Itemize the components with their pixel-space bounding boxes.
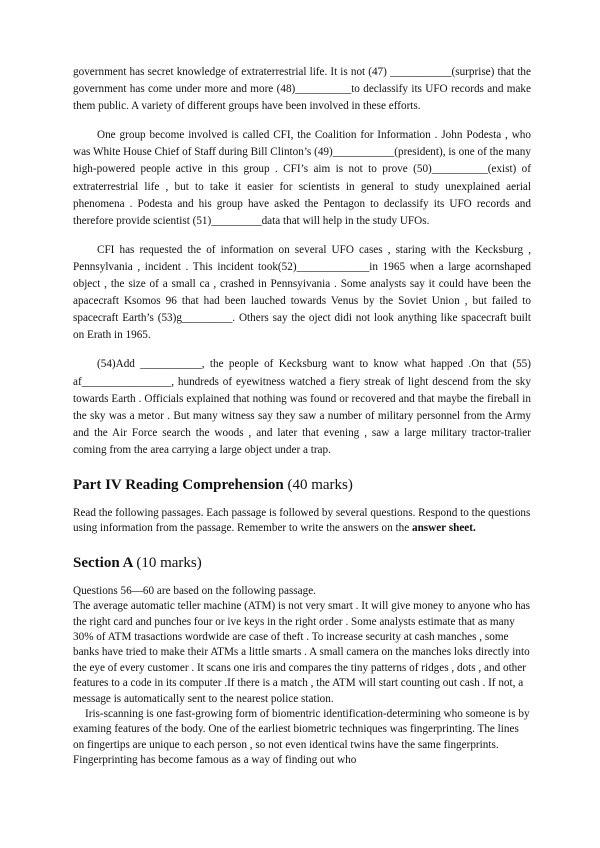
cloze-paragraph-3: CFI has requested the of information on several UFO cases , staring with the Kecksburg , Pennsylvania , incident . This incident took(52)_____________in 1965 when a large acornshaped object , the size of a small ca , crashed in Pennsyivania . Some analysts say it could have been the apacecraft Ksomos 96 that had been lauched towards Venus by the Soviet Union , but failed to spacecraft Earth’s (53)g_________. Others say the oject didi not look anything like spacecraft built on Erath in 1965. bbox=[73, 243, 531, 342]
document-page bbox=[73, 64, 531, 769]
section-a-title: Section A bbox=[73, 554, 133, 571]
section-a-heading bbox=[73, 555, 531, 572]
part-iv-heading bbox=[73, 477, 531, 494]
passage-paragraph-1: The average automatic teller machine (ATM) is not very smart . It will give money to anyone who has the right card and punches four or ive keys in the right order . Some analysts estimate that as many 30% of ATM trasactions wordwide are case of theft . To increase security at cash manches , some banks have tried to make their ATMs a little smarts . A small camera on the manches loks directly into the eye of every customer . It scans one iris and compares the tiny patterns of ridges , dots , and other features to a code in its computer .If there is a match , the ATM will start counting out cash . If not, a message is automatically sent to the nearest police station. bbox=[73, 600, 530, 705]
instructions-text: Read the following passages. Each passage is followed by several questions. Respond to the questions using information from the passage. Remember to write the answers on the bbox=[73, 506, 531, 535]
questions-range: Questions 56—60 are based on the following passage. bbox=[73, 584, 316, 597]
section-a-marks: (10 marks) bbox=[136, 554, 202, 571]
answer-sheet-emphasis: answer sheet. bbox=[411, 522, 476, 535]
part-iv-marks: (40 marks) bbox=[287, 476, 353, 493]
cloze-paragraph-2: One group become involved is called CFI, the Coalition for Information . John Podesta , who was White House Chief of Staff during Bill Clinton’s (49)___________(president), is one of the many high-powered people active in this group . CFI’s aim is not to prove (50)__________(exist) of extraterrestrial life , but to take it easier for scientists in general to study unexplained aerial phenomena . Podesta and his group have asked the Pentagon to declassify its UFO records and therefore provide scientist (51)_________data that will help in the study UFOs. bbox=[73, 129, 531, 227]
cloze-paragraph-1: government has secret knowledge of extraterrestrial life. It is not (47) ___________(surprise) that the government has come under more and more (48)__________to declassify its UFO records and make them public. A variety of different groups have been involved in these efforts. bbox=[73, 66, 531, 113]
part-iv-instructions bbox=[73, 506, 531, 537]
cloze-paragraph-4: (54)Add ___________, the people of Kecksburg want to know what happed .On that (55) af________________, hundreds of eyewitness watched a fiery streak of light descend from the sky towards Earth . Officials explained that nothing was found or recovered and that maybe the fireball in the sky was a metor . But many witness say they saw a number of military personnel from the Army and the Air Force search the woods , and later that evening , saw a large military tractor-tralier coming from the area carrying a large object under a trap. bbox=[73, 358, 531, 456]
part-iv-title: Part IV Reading Comprehension bbox=[73, 476, 284, 493]
passage-paragraph-2: Iris-scanning is one fast-growing form of biomentric identification-determining who someone is by examing features of the body. One of the earliest biometric techniques was fingerprinting. The lines on fingertips are unique to each person , so not even identical twins have the same fingerprints. Fingerprinting has become famous as a way of finding out who bbox=[73, 708, 530, 767]
